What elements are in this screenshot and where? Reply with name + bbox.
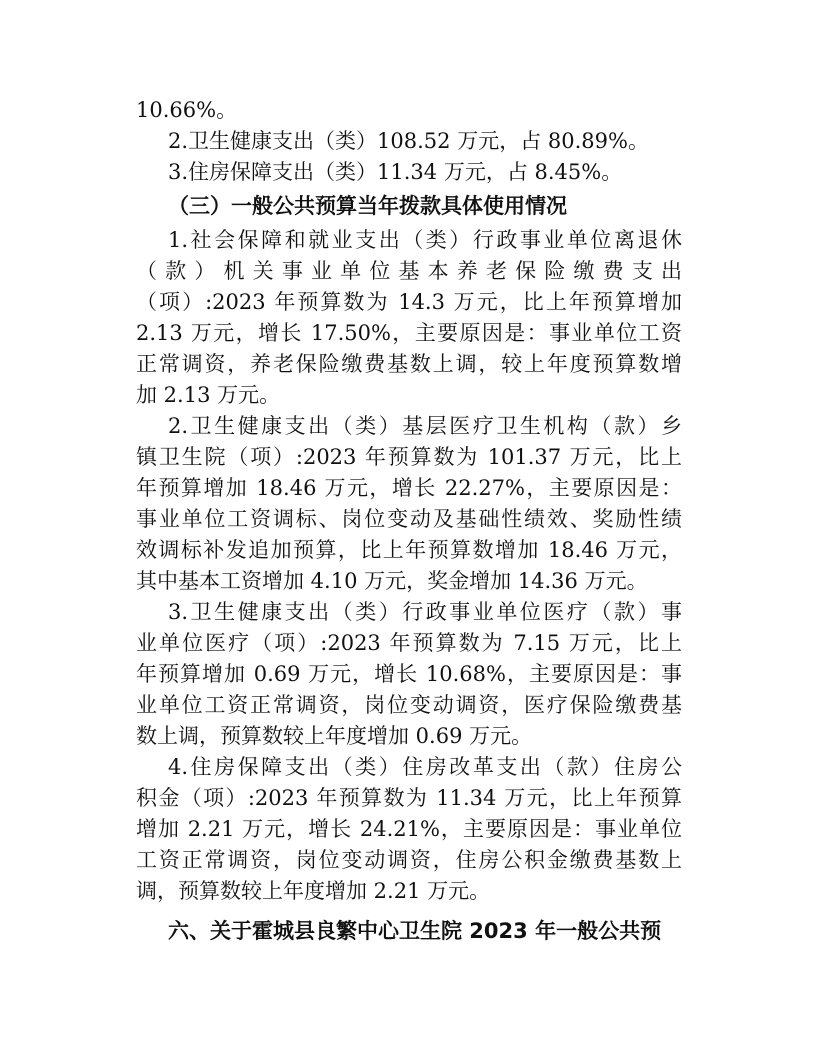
paragraph-line: 业单位医疗（项）:2023 年预算数为 7.15 万元，比上 (136, 631, 682, 655)
paragraph-line: 业单位工资正常调资，岗位变动调资，医疗保险缴费基 (136, 693, 682, 717)
paragraph-line: 增加 2.21 万元，增长 24.21%，主要原因是：事业单位 (136, 817, 682, 841)
paragraph-line: 积金（项）:2023 年预算数为 11.34 万元，比上年预算 (136, 786, 682, 810)
text-line: 2.卫生健康支出（类）108.52 万元，占 80.89%。 (168, 129, 649, 153)
paragraph-line: 2.13 万元，增长 17.50%，主要原因是：事业单位工资 (136, 321, 682, 345)
paragraph-line: 加 2.13 万元。 (136, 383, 281, 407)
paragraph-line: 工资正常调资，岗位变动调资，住房公积金缴费基数上 (136, 848, 682, 872)
paragraph-line: 效调标补发追加预算，比上年预算数增加 18.46 万元， (136, 538, 682, 562)
paragraph-line: 调，预算数较上年度增加 2.21 万元。 (136, 879, 491, 903)
paragraph-line: 年预算增加 0.69 万元，增长 10.68%，主要原因是：事 (136, 662, 682, 686)
paragraph-line: 数上调，预算数较上年度增加 0.69 万元。 (136, 724, 533, 748)
paragraph-line: 正常调资，养老保险缴费基数上调，较上年度预算数增 (136, 352, 682, 376)
chapter-heading: 六、关于霍城县良繁中心卫生院 2023 年一般公共预 (168, 919, 662, 943)
paragraph-line: 2.卫生健康支出（类）基层医疗卫生机构（款）乡 (168, 414, 682, 438)
paragraph-line: （款）机关事业单位基本养老保险缴费支出 (136, 259, 682, 283)
paragraph-line: 其中基本工资增加 4.10 万元，奖金增加 14.36 万元。 (136, 569, 648, 593)
paragraph-line: 4.住房保障支出（类）住房改革支出（款）住房公 (168, 755, 682, 779)
text-line: 10.66%。 (136, 98, 238, 122)
paragraph-line: （项）:2023 年预算数为 14.3 万元，比上年预算增加 (136, 290, 682, 314)
page-content (136, 95, 682, 947)
paragraph-line: 年预算增加 18.46 万元，增长 22.27%，主要原因是： (136, 476, 682, 500)
text-line: 3.住房保障支出（类）11.34 万元，占 8.45%。 (168, 160, 623, 184)
paragraph-line: 3.卫生健康支出（类）行政事业单位医疗（款）事 (168, 600, 682, 624)
paragraph-line: 事业单位工资调标、岗位变动及基础性绩效、奖励性绩 (136, 507, 682, 531)
section-heading: （三）一般公共预算当年拨款具体使用情况 (168, 194, 567, 218)
paragraph-line: 1.社会保障和就业支出（类）行政事业单位离退休 (168, 228, 682, 252)
paragraph-line: 镇卫生院（项）:2023 年预算数为 101.37 万元，比上 (136, 445, 682, 469)
